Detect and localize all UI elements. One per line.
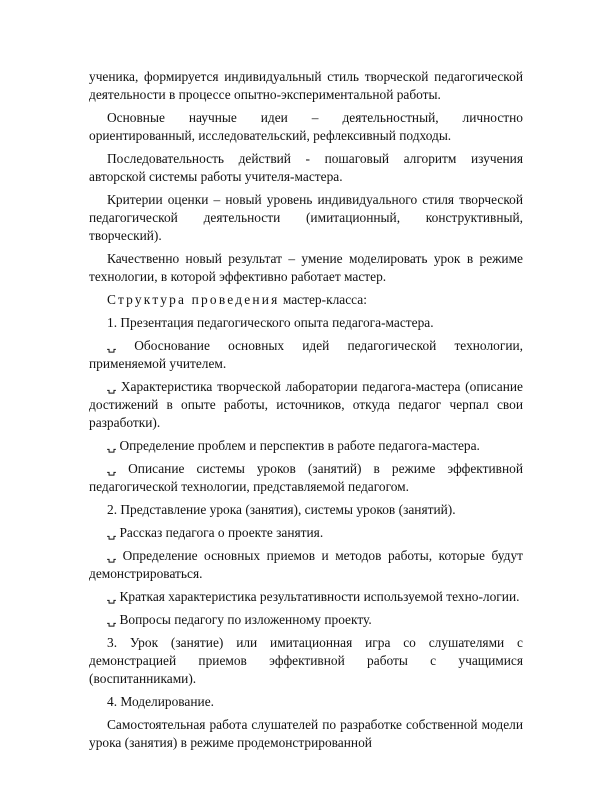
section-4-paragraph: Самостоятельная работа слушателей по разработке собственной модели урока (занятия) в режиме продемонстрированной xyxy=(89,717,523,750)
checkbox-bullet-icon: ⍽ xyxy=(107,549,117,563)
checkbox-bullet-icon: ⍽ xyxy=(107,380,117,394)
checkbox-bullet-icon: ⍽ xyxy=(107,613,117,627)
structure-rest-label: мастер-класса: xyxy=(279,292,367,307)
section-1-bullet-2: ⍽ Характеристика творческой лаборатории педагога-мастера (описание достижений в опыте работы, источников, откуда педагог черпал свои разработки). xyxy=(89,379,523,430)
document-page xyxy=(89,68,523,752)
section-1-bullet-3: ⍽ Определение проблем и перспектив в работе педагога-мастера. xyxy=(107,438,480,453)
paragraph-result: Качественно новый результат – умение моделировать урок в режиме технологии, в которой эффективно работает мастер. xyxy=(89,251,523,284)
section-1-bullet-4: ⍽ Описание системы уроков (занятий) в режиме эффективной педагогической технологии, представляемой педагогом. xyxy=(89,461,523,494)
section-2-bullet-3: ⍽ Краткая характеристика результативности используемой техно-логии. xyxy=(107,589,520,604)
section-3-heading: 3. Урок (занятие) или имитационная игра со слушателями с демонстрацией приемов эффективной работы с учащимися (воспитанниками). xyxy=(89,635,523,686)
section-1-heading: 1. Презентация педагогического опыта педагога-мастера. xyxy=(107,315,434,330)
section-4-heading: 4. Моделирование. xyxy=(107,694,214,709)
paragraph-intro: ученика, формируется индивидуальный стиль творческой педагогической деятельности в процессе опытно-экспериментальной работы. xyxy=(89,69,523,102)
checkbox-bullet-icon: ⍽ xyxy=(107,462,117,476)
paragraph-criteria: Критерии оценки – новый уровень индивидуального стиля творческой педагогической деятельности (имитационный, конструктивный, творческий). xyxy=(89,192,523,243)
paragraph-ideas: Основные научные идеи – деятельностный, личностно ориентированный, исследовательский, рефлексивный подходы. xyxy=(89,110,523,143)
section-2-bullet-1: ⍽ Рассказ педагога о проекте занятия. xyxy=(107,525,324,540)
checkbox-bullet-icon: ⍽ xyxy=(107,590,117,604)
paragraph-sequence: Последовательность действий - пошаговый алгоритм изучения авторской системы работы учителя-мастера. xyxy=(89,151,523,184)
structure-spaced-label: Структура проведения xyxy=(107,292,280,307)
section-2-heading: 2. Представление урока (занятия), системы уроков (занятий). xyxy=(107,502,456,517)
section-1-bullet-1: ⍽ Обоснование основных идей педагогической технологии, применяемой учителем. xyxy=(89,338,523,371)
checkbox-bullet-icon: ⍽ xyxy=(107,526,117,540)
checkbox-bullet-icon: ⍽ xyxy=(107,439,117,453)
paragraph-structure-heading xyxy=(89,291,523,309)
section-2-bullet-2: ⍽ Определение основных приемов и методов работы, которые будут демонстрироваться. xyxy=(89,548,523,581)
section-2-bullet-4: ⍽ Вопросы педагогу по изложенному проекту. xyxy=(107,612,372,627)
checkbox-bullet-icon: ⍽ xyxy=(107,339,117,353)
